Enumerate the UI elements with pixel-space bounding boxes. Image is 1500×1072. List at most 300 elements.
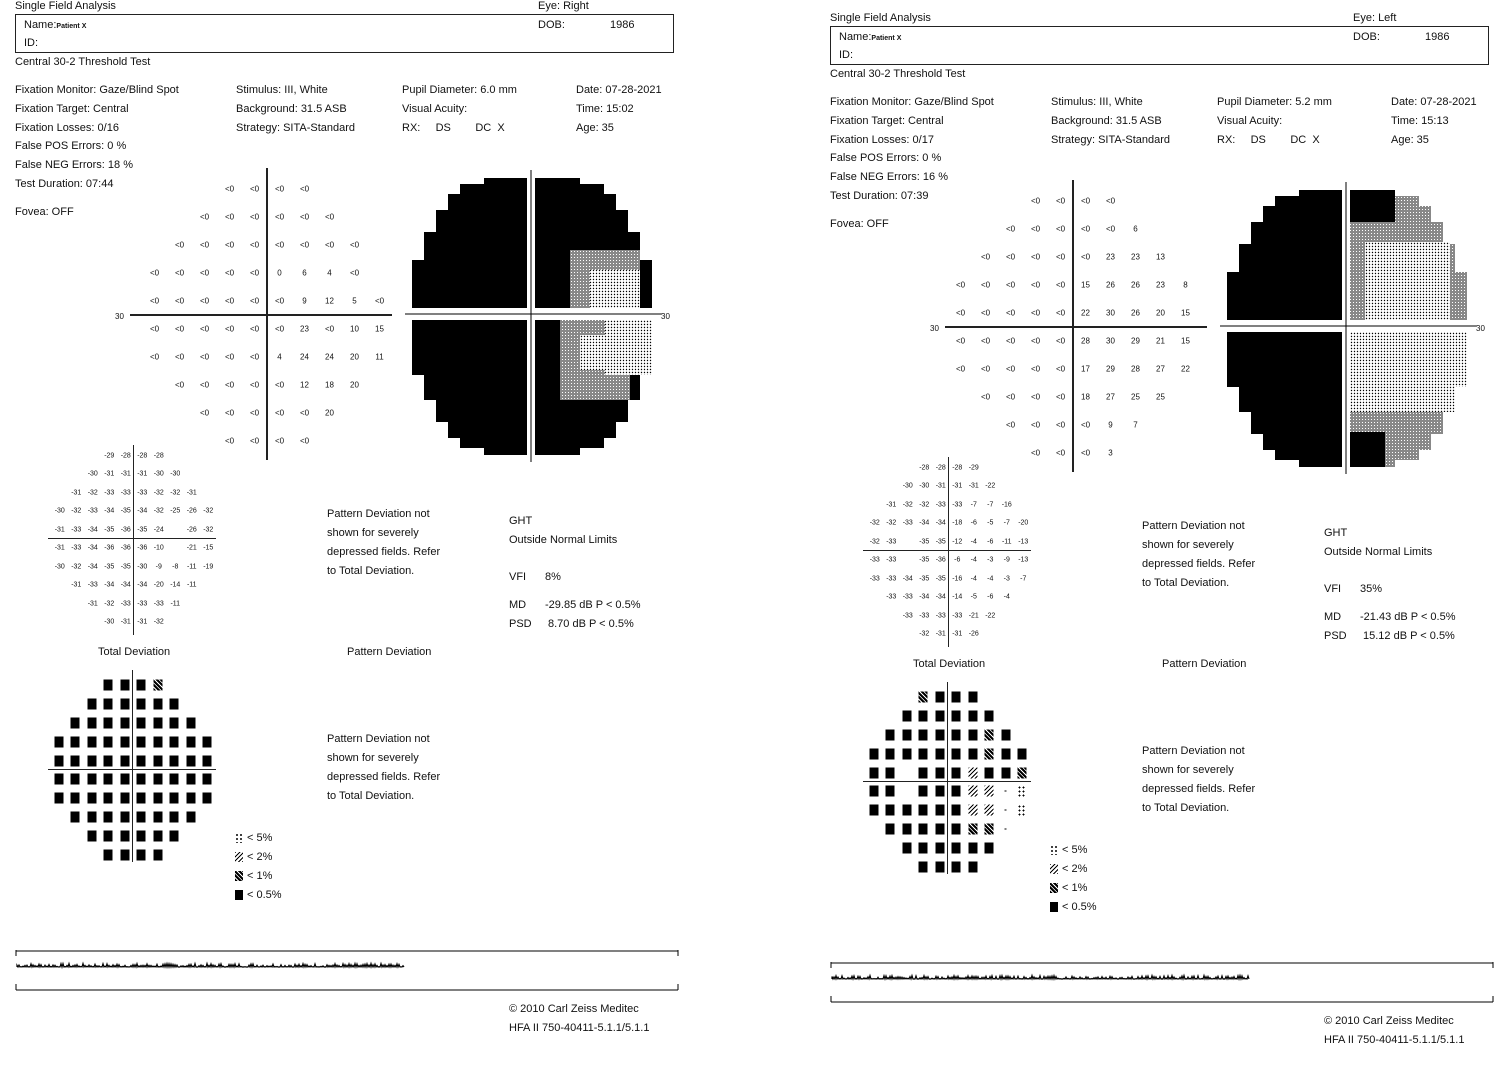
probability-cell [952,767,961,778]
probability-cell [186,812,195,823]
deviation-value: -31 [935,482,946,490]
probability-cell [1018,767,1027,778]
probability-cell [1001,805,1010,816]
deviation-value: -31 [54,544,65,552]
fixation-losses: Fixation Losses: 0/17 [830,134,934,146]
threshold-value: <0 [1030,280,1041,290]
threshold-value: <0 [1055,364,1066,374]
fovea: Fovea: OFF [15,206,74,218]
threshold-value: 6 [1133,224,1138,234]
deviation-value: -34 [137,581,148,589]
fovea: Fovea: OFF [830,218,889,230]
probability-cell [919,861,928,872]
probability-cell [71,812,80,823]
probability-cell [153,812,162,823]
threshold-value: <0 [249,436,260,446]
deviation-value: -33 [902,593,913,601]
probability-cell [87,736,96,747]
threshold-value: <0 [1030,196,1041,206]
deviation-value: -32 [87,489,98,497]
patient-name: Patient X [56,23,87,30]
deviation-value: -32 [869,519,880,527]
deviation-value: -35 [120,563,131,571]
threshold-value: <0 [249,184,260,194]
probability-cell [952,786,961,797]
threshold-value: 8 [1183,280,1188,290]
deviation-value: -22 [985,482,996,490]
deviation-value: -25 [170,507,181,515]
probability-cell [170,755,179,766]
deviation-value: -31 [886,501,897,509]
threshold-value: <0 [299,408,310,418]
deviation-value: -31 [935,630,946,638]
threshold-value: <0 [199,324,210,334]
threshold-value: <0 [1055,196,1066,206]
probability-cell [203,736,212,747]
deviation-value: -30 [902,482,913,490]
threshold-value: <0 [174,352,185,362]
deviation-value: -18 [952,519,963,527]
probability-cell [968,730,977,741]
deviation-value: -7 [1020,575,1027,583]
threshold-value: 18 [325,380,334,390]
probability-cell [919,692,928,703]
report-title: Single Field Analysis [15,0,116,12]
deviation-value: -32 [71,507,82,515]
threshold-value: <0 [955,364,966,374]
probability-cell [886,824,895,835]
legend-solid-icon [1050,902,1058,912]
probability-cell [170,699,179,710]
deviation-value: -32 [71,563,82,571]
threshold-value: 20 [350,352,359,362]
probability-cell [153,755,162,766]
probability-cell [1001,748,1010,759]
deviation-value: -13 [1018,556,1029,564]
probability-cell [869,748,878,759]
deviation-value: -21 [186,544,197,552]
legend-solid-icon [235,890,243,900]
threshold-value: <0 [199,380,210,390]
deviation-value: -9 [155,563,162,571]
probability-cell [120,812,129,823]
probability-cell [902,805,911,816]
deviation-value: -33 [886,538,897,546]
probability-cell [87,793,96,804]
threshold-value: <0 [249,268,260,278]
deviation-value: -31 [120,470,131,478]
probability-cell [137,830,146,841]
deviation-value: -33 [952,501,963,509]
deviation-value: -11 [186,581,197,589]
ght-value: Outside Normal Limits [1324,546,1433,558]
deviation-value: -9 [1003,556,1010,564]
probability-cell [203,755,212,766]
deviation-value: -33 [71,526,82,534]
probability-cell [71,736,80,747]
deviation-value: -34 [919,593,930,601]
eye-label: Eye: Right [538,0,589,12]
threshold-value: <0 [274,296,285,306]
legend-dots-icon [235,833,243,843]
threshold-value: <0 [199,352,210,362]
patient-box [830,26,1489,65]
probability-cell [120,755,129,766]
probability-cell [137,736,146,747]
threshold-value: 22 [1181,364,1190,374]
probability-cell [952,842,961,853]
threshold-value: <0 [274,408,285,418]
probability-cell [902,711,911,722]
threshold-value: 6 [302,268,307,278]
probability-cell [186,718,195,729]
deviation-value: -33 [952,612,963,620]
probability-cell [104,830,113,841]
threshold-value: <0 [980,252,991,262]
threshold-value: <0 [1105,224,1116,234]
probability-cell [919,748,928,759]
threshold-value: <0 [1055,280,1066,290]
threshold-value: 25 [1131,392,1140,402]
threshold-value: 28 [1081,336,1090,346]
deviation-value: -33 [137,489,148,497]
md-value: -29.85 dB P < 0.5% [545,599,641,611]
deviation-value: -31 [104,470,115,478]
probability-cell [952,748,961,759]
test-name: Central 30-2 Threshold Test [15,56,151,68]
legend-2: < 2% [1050,863,1087,876]
pupil-diameter: Pupil Diameter: 6.0 mm [402,84,517,96]
td-vertical-axis [948,457,949,647]
threshold-value: 29 [1131,336,1140,346]
deviation-value: -36 [120,544,131,552]
deviation-value: -33 [71,544,82,552]
md-value: -21.43 dB P < 0.5% [1360,611,1456,623]
id-label: ID: [839,49,854,61]
threshold-value: 15 [375,324,384,334]
threshold-value: 15 [1081,280,1090,290]
threshold-value: 9 [302,296,307,306]
threshold-value: <0 [149,352,160,362]
psd-label: PSD [509,618,532,630]
probability-cell [919,842,928,853]
fixation-target: Fixation Target: Central [830,115,944,127]
threshold-value: <0 [980,364,991,374]
legend-dense-hatch-icon [1050,883,1058,893]
threshold-value: <0 [955,308,966,318]
threshold-value: <0 [174,296,185,306]
deviation-value: -5 [970,593,977,601]
test-duration: Test Duration: 07:44 [15,178,114,190]
deviation-value: -6 [987,593,994,601]
fixation-losses: Fixation Losses: 0/16 [15,122,119,134]
deviation-value: -11 [170,600,181,608]
version: HFA II 750-40411-5.1.1/5.1.1 [509,1022,650,1034]
deviation-value: -32 [170,489,181,497]
deviation-value: -16 [952,575,963,583]
probability-cell [137,774,146,785]
probability-cell [919,805,928,816]
deviation-value: -34 [87,526,98,534]
threshold-value: 20 [350,380,359,390]
deviation-value: -33 [935,612,946,620]
deviation-value: -31 [54,526,65,534]
total-deviation-caption: Total Deviation [913,658,986,670]
probability-cell [104,812,113,823]
probability-cell [1001,730,1010,741]
probability-cell [985,805,994,816]
horizontal-axis [130,314,392,316]
pattern-deviation-caption: Pattern Deviation [347,646,432,658]
age: Age: 35 [1391,134,1429,146]
probability-cell [952,711,961,722]
deviation-value: -34 [137,507,148,515]
fixation-monitor: Fixation Monitor: Gaze/Blind Spot [15,84,179,96]
deviation-value: -34 [935,593,946,601]
threshold-value: <0 [374,296,385,306]
probability-cell [137,680,146,691]
probability-cell [985,748,994,759]
deviation-value: -34 [935,519,946,527]
threshold-value: 5 [352,296,357,306]
probability-cell [935,692,944,703]
threshold-value: 13 [1156,252,1165,262]
threshold-value: 15 [1181,336,1190,346]
deviation-value: -36 [104,544,115,552]
deviation-value: -20 [153,581,164,589]
legend-5: < 5% [235,832,272,845]
grayscale-map [1215,182,1490,477]
deviation-value: -30 [153,470,164,478]
probability-cell [153,774,162,785]
probability-cell [952,861,961,872]
threshold-value: <0 [249,296,260,306]
threshold-value: 21 [1156,336,1165,346]
deviation-value: -35 [935,575,946,583]
threshold-value: <0 [274,324,285,334]
threshold-value: <0 [1005,392,1016,402]
threshold-value: <0 [349,268,360,278]
vfi-value: 8% [545,571,561,583]
deviation-value: -10 [153,544,164,552]
deviation-value: -34 [902,575,913,583]
deviation-value: -31 [952,630,963,638]
probability-cell [186,755,195,766]
probability-cell [104,680,113,691]
threshold-value: <0 [299,212,310,222]
test-date: Date: 07-28-2021 [576,84,662,96]
threshold-value: <0 [1030,252,1041,262]
probability-cell [137,699,146,710]
probability-cell [87,830,96,841]
deviation-value: -34 [104,507,115,515]
threshold-value: <0 [224,212,235,222]
false-pos-errors: False POS Errors: 0 % [15,140,127,152]
probability-cell [203,793,212,804]
threshold-value: <0 [174,268,185,278]
gaze-tracking-chart [15,950,680,995]
probability-cell [968,842,977,853]
threshold-value: <0 [980,308,991,318]
deviation-value: -11 [1001,538,1012,546]
threshold-value: <0 [274,436,285,446]
deviation-value: -32 [153,507,164,515]
deviation-value: -30 [137,563,148,571]
td-horizontal-axis [863,550,1031,551]
probability-cell [137,793,146,804]
md-label: MD [509,599,527,611]
deviation-value: -34 [104,581,115,589]
probability-cell [153,849,162,860]
probability-cell [153,793,162,804]
visual-acuity: Visual Acuity: [402,103,468,115]
threshold-value: <0 [1105,196,1116,206]
deviation-value: -32 [203,507,214,515]
deviation-value: -26 [186,507,197,515]
probability-cell [54,736,63,747]
visual-acuity: Visual Acuity: [1217,115,1283,127]
probability-cell [902,730,911,741]
threshold-value: <0 [1005,224,1016,234]
threshold-value: <0 [224,408,235,418]
probability-cell [120,736,129,747]
threshold-value: <0 [1005,336,1016,346]
pupil-diameter: Pupil Diameter: 5.2 mm [1217,96,1332,108]
deviation-value: -31 [186,489,197,497]
probability-cell [935,767,944,778]
threshold-value: 3 [1108,448,1113,458]
deviation-value: -32 [919,630,930,638]
probability-cell [935,730,944,741]
gaze-tracking-chart [830,962,1495,1007]
probability-cell [71,755,80,766]
probability-cell [170,736,179,747]
threshold-value: <0 [199,212,210,222]
probability-cell [120,680,129,691]
threshold-value: <0 [1005,308,1016,318]
legend-5: < 5% [1050,844,1087,857]
probability-cell [71,774,80,785]
probability-cell [120,774,129,785]
deviation-value: -33 [137,600,148,608]
ght-label: GHT [509,515,533,527]
deviation-value: -33 [902,612,913,620]
probability-cell [1001,767,1010,778]
probability-cell [71,793,80,804]
threshold-value: 15 [1181,308,1190,318]
probability-cell [952,730,961,741]
threshold-value: <0 [274,184,285,194]
threshold-value: 17 [1081,364,1090,374]
legend-1: < 1% [235,870,272,883]
deviation-value: -7 [987,501,994,509]
probability-cell [87,699,96,710]
probability-cell [104,755,113,766]
probability-cell [869,767,878,778]
probability-cell [186,774,195,785]
deviation-value: -32 [104,600,115,608]
deviation-value: -14 [170,581,181,589]
id-label: ID: [24,37,39,49]
false-neg-errors: False NEG Errors: 16 % [830,171,948,183]
deviation-value: -31 [71,581,82,589]
threshold-value: <0 [955,336,966,346]
deviation-value: -28 [952,464,963,472]
deviation-value: -28 [120,452,131,460]
probability-cell [87,774,96,785]
threshold-value: <0 [1030,364,1041,374]
probability-cell [919,711,928,722]
threshold-value: 25 [1156,392,1165,402]
probability-cell [54,755,63,766]
deviation-value: -28 [935,464,946,472]
threshold-value: 26 [1131,308,1140,318]
threshold-value: <0 [1080,448,1091,458]
probability-cell [886,767,895,778]
deviation-value: -21 [968,612,979,620]
legend-dense-hatch-icon [235,871,243,881]
threshold-value: 24 [300,352,309,362]
deviation-value: -32 [886,519,897,527]
vertical-axis [266,168,268,460]
deviation-value: -31 [968,482,979,490]
threshold-value: <0 [149,296,160,306]
threshold-value: 11 [375,352,384,362]
deviation-value: -32 [153,489,164,497]
threshold-value: <0 [224,436,235,446]
probability-cell [985,730,994,741]
deviation-value: -19 [203,563,214,571]
grayscale-map [400,170,675,465]
rx: RX: DS DC X [1217,134,1320,146]
deviation-value: -4 [1003,593,1010,601]
deviation-value: -33 [886,575,897,583]
threshold-value: <0 [1055,224,1066,234]
threshold-value: <0 [224,324,235,334]
total-deviation-caption: Total Deviation [98,646,171,658]
threshold-value: 26 [1106,280,1115,290]
probability-cell [985,711,994,722]
legend-dots-icon [1050,845,1058,855]
threshold-value: <0 [324,324,335,334]
deviation-value: -32 [203,526,214,534]
dob-value: 1986 [610,19,635,31]
deviation-value: -36 [137,544,148,552]
probability-cell [120,830,129,841]
deviation-value: -30 [170,470,181,478]
deviation-value: -33 [902,519,913,527]
probability-cell [968,824,977,835]
threshold-value: <0 [1030,420,1041,430]
threshold-value: <0 [149,324,160,334]
threshold-value: <0 [1005,280,1016,290]
probability-cell [985,842,994,853]
threshold-value: <0 [1005,252,1016,262]
probability-cell [935,748,944,759]
probability-cell [137,755,146,766]
stimulus: Stimulus: III, White [236,84,328,96]
vfi-label: VFI [1324,583,1342,595]
deviation-value: -16 [1001,501,1012,509]
deviation-value: -33 [869,556,880,564]
threshold-value: 27 [1156,364,1165,374]
deviation-value: -33 [869,575,880,583]
md-label: MD [1324,611,1342,623]
probability-cell [170,812,179,823]
legend-light-hatch-icon [1050,864,1058,874]
threshold-value: 20 [1156,308,1165,318]
probability-cell [153,736,162,747]
